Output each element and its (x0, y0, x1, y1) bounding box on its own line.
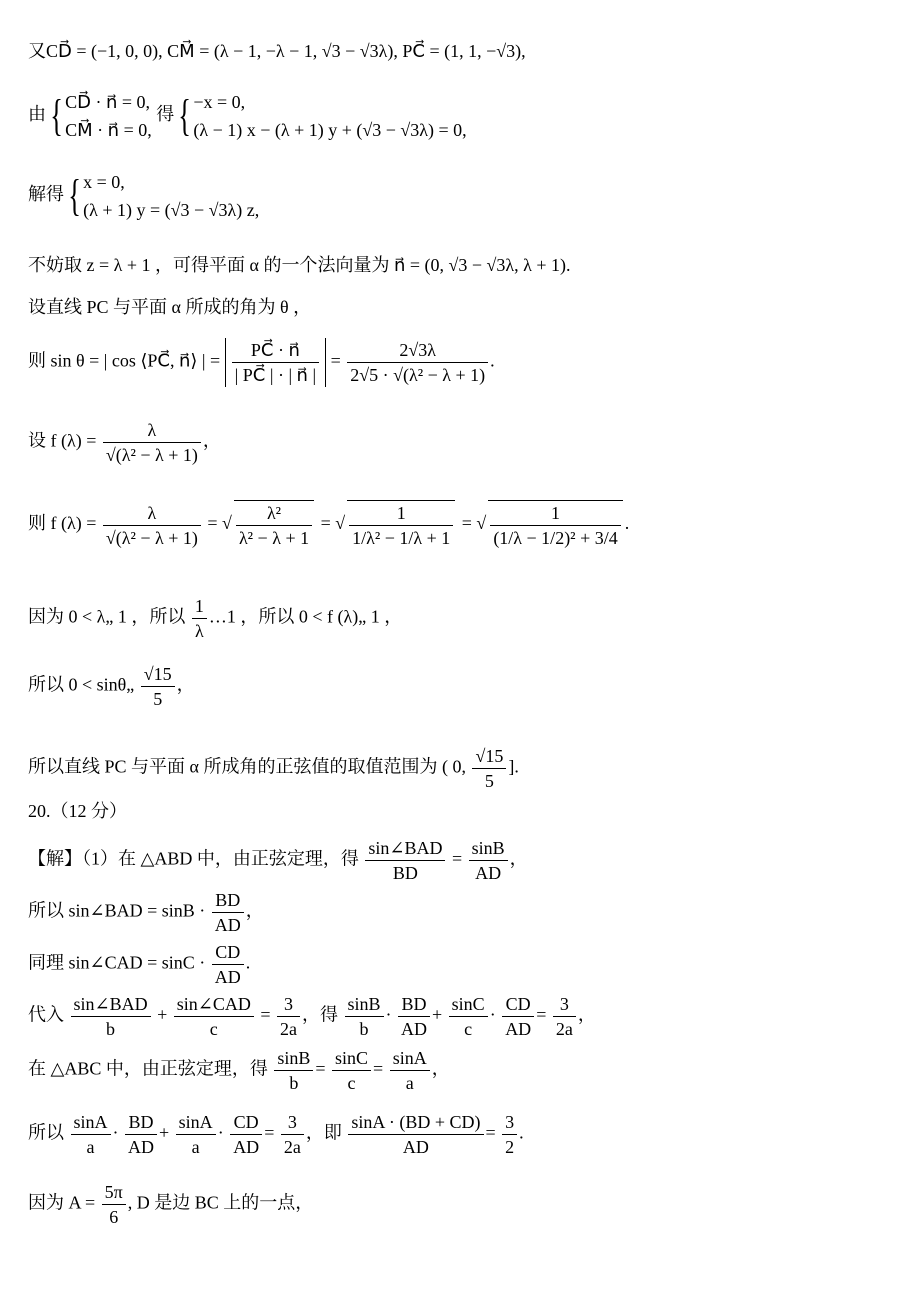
plus: + (432, 1004, 443, 1025)
numerator: 3 (277, 992, 300, 1017)
equation: (λ − 1) x − (λ + 1) y + (√3 − √3λ) = 0, (193, 120, 467, 140)
text: , D 是边 BC 上的一点， (127, 1192, 314, 1213)
fraction (398, 992, 430, 1041)
left-brace: { (50, 91, 63, 140)
fraction (277, 992, 300, 1041)
text-line (28, 338, 495, 387)
text-line (28, 744, 519, 793)
numerator: 3 (502, 1110, 517, 1135)
formula: 则 sin θ = | cos ⟨PC⃗, n⃗⟩ | = (28, 350, 221, 371)
numerator: CD (502, 992, 534, 1017)
equals: = (315, 1058, 326, 1079)
formula: 则 f (λ) = (28, 513, 97, 534)
equation-system (83, 168, 259, 224)
section-heading (28, 800, 127, 822)
text-line (28, 940, 250, 989)
denominator: AD (401, 1019, 428, 1039)
fraction (234, 500, 314, 550)
denominator: a (405, 1073, 414, 1093)
denominator: b (106, 1019, 116, 1039)
fraction (488, 500, 622, 550)
fraction (345, 992, 384, 1041)
equals: = (485, 1122, 496, 1143)
numerator: CD (212, 940, 244, 965)
numerator: sinA (71, 1110, 111, 1135)
equation-system (193, 88, 466, 144)
text-line (28, 992, 596, 1041)
denominator: λ (195, 621, 204, 641)
denominator: b (359, 1019, 369, 1039)
text: 所以 (28, 1122, 64, 1143)
fraction (332, 1046, 371, 1095)
interval-open: ( 0, (441, 756, 466, 777)
numerator: sin∠BAD (71, 992, 151, 1017)
denominator: AD (214, 967, 241, 987)
denominator: 2a (555, 1019, 573, 1039)
text: 同理 sin∠CAD = sinC · (28, 952, 206, 973)
text-line (28, 168, 259, 224)
sqrt-sign: = √ (207, 513, 232, 534)
text-line (28, 40, 526, 62)
denominator: c (209, 1019, 218, 1039)
fraction (141, 662, 175, 711)
denominator: 2 (505, 1137, 515, 1157)
question-number: 20.（12 分） (28, 801, 127, 821)
text: ， (577, 1004, 596, 1025)
fraction (125, 1110, 157, 1159)
text: ， (202, 430, 221, 451)
numerator: 1 (490, 501, 620, 526)
text: 设直线 PC 与平面 α 所成的角为 θ ， (28, 297, 312, 317)
numerator: sin∠BAD (365, 836, 445, 861)
text: 解得 (28, 184, 64, 205)
numerator: λ² (236, 501, 312, 526)
fraction (176, 1110, 216, 1159)
text-line (28, 836, 528, 885)
denominator: c (347, 1073, 356, 1093)
numerator: sinB (274, 1046, 313, 1071)
text: 由 (28, 104, 46, 125)
sqrt-sign: = √ (320, 513, 346, 534)
formula-vectors: 又CD⃗ = (−1, 0, 0), CM⃗ = (λ − 1, −λ − 1, √3 − √3λ), PC⃗ = (1, 1, −√3), (28, 41, 526, 61)
plus: + (157, 1004, 168, 1025)
numerator: BD (212, 888, 244, 913)
denominator: AD (214, 915, 241, 935)
dot: · (217, 1122, 224, 1143)
formula: 设 f (λ) = (28, 430, 97, 451)
equation-system (65, 88, 152, 144)
numerator: 2√3λ (347, 338, 488, 363)
numerator: 1 (349, 501, 453, 526)
text-line (28, 662, 195, 711)
text: ， (431, 1058, 450, 1079)
text: …1 ，所以 0 < f (λ)„ 1 ， (208, 606, 403, 627)
fraction (502, 1110, 517, 1159)
text-line (28, 254, 571, 276)
text-line (28, 1046, 450, 1095)
text: ，即 (305, 1122, 342, 1143)
fraction (230, 1110, 262, 1159)
equation: −x = 0, (193, 92, 246, 112)
text-line (28, 418, 221, 467)
text: 所以 0 < sinθ„ (28, 674, 135, 695)
dot: · (112, 1122, 119, 1143)
fraction (347, 500, 455, 550)
text: ， (245, 900, 264, 921)
left-brace: { (178, 91, 192, 140)
text-line (28, 296, 311, 318)
fraction (502, 992, 534, 1041)
text-line (28, 888, 264, 937)
fraction (469, 836, 508, 885)
numerator: BD (398, 992, 430, 1017)
denominator: 6 (109, 1207, 119, 1227)
sqrt-sign: = √ (461, 513, 487, 534)
equals: = (264, 1122, 275, 1143)
denominator: (1/λ − 1/2)² + 3/4 (493, 528, 618, 548)
fraction (192, 594, 207, 643)
denominator: 5 (153, 689, 163, 709)
equals: = (260, 1004, 271, 1025)
denominator: AD (475, 863, 502, 883)
fraction (102, 1180, 126, 1229)
denominator: b (289, 1073, 299, 1093)
fraction (232, 338, 319, 387)
numerator: λ (103, 418, 201, 443)
denominator: 1/λ² − 1/λ + 1 (352, 528, 451, 548)
equation: CD⃗ · n⃗ = 0, (65, 92, 151, 112)
plus: + (159, 1122, 170, 1143)
absolute-value (225, 338, 326, 387)
fraction (212, 888, 244, 937)
denominator: a (191, 1137, 200, 1157)
text: . (245, 952, 251, 973)
numerator: PC⃗ · n⃗ (232, 338, 319, 363)
text: . (519, 1122, 524, 1143)
equals: = (373, 1058, 384, 1079)
text-line (28, 500, 629, 550)
numerator: 5π (102, 1180, 126, 1205)
numerator: BD (125, 1110, 157, 1135)
fraction (103, 501, 201, 550)
numerator: sinC (332, 1046, 371, 1071)
numerator: sinC (449, 992, 488, 1017)
equation: CM⃗ · n⃗ = 0, (65, 120, 152, 140)
denominator: BD (392, 863, 418, 883)
denominator: AD (128, 1137, 155, 1157)
numerator: sinB (469, 836, 508, 861)
denominator: λ² − λ + 1 (238, 528, 310, 548)
fraction (212, 940, 244, 989)
numerator: sinB (345, 992, 384, 1017)
numerator: √15 (141, 662, 175, 687)
numerator: sin∠CAD (174, 992, 254, 1017)
text: 不妨取 z = λ + 1 ，可得平面 α 的一个法向量为 n⃗ = (0, √3 − √3λ, λ + 1). (28, 255, 571, 275)
text: ，得 (302, 1004, 338, 1025)
equals: = (451, 848, 463, 869)
interval-close: ]. (508, 756, 519, 777)
denominator: 2a (280, 1019, 297, 1039)
text-line (28, 88, 467, 144)
denominator: | PC⃗ | · | n⃗ | (234, 365, 317, 385)
dot: · (385, 1004, 392, 1025)
denominator: AD (505, 1019, 532, 1039)
text: . (624, 513, 630, 534)
text-line (28, 594, 402, 643)
text: 得 (156, 104, 175, 125)
text: 所以直线 PC 与平面 α 所成角的正弦值的取值范围为 (28, 756, 438, 777)
fraction (449, 992, 488, 1041)
equation: (λ + 1) y = (√3 − √3λ) z, (83, 200, 260, 220)
fraction (274, 1046, 313, 1095)
text: 代入 (28, 1004, 64, 1025)
numerator: CD (230, 1110, 262, 1135)
text: 所以 sin∠BAD = sinB · (28, 900, 206, 921)
fraction (348, 1110, 483, 1159)
text: ， (509, 848, 528, 869)
text: 【解】（1）在 △ABD 中，由正弦定理，得 (28, 848, 359, 869)
text: ， (176, 674, 195, 695)
text-line (28, 1110, 524, 1159)
fraction (103, 418, 201, 467)
equals: = (536, 1004, 547, 1025)
numerator: √15 (472, 744, 506, 769)
fraction (347, 338, 488, 387)
text-line (28, 1180, 313, 1229)
fraction (390, 1046, 430, 1095)
numerator: sinA (176, 1110, 216, 1135)
text: 因为 A = (28, 1192, 96, 1213)
equation: x = 0, (83, 172, 125, 192)
numerator: λ (103, 501, 201, 526)
text: . (490, 350, 495, 371)
fraction (365, 836, 445, 885)
text: 在 △ABC 中，由正弦定理，得 (28, 1058, 268, 1079)
fraction (553, 992, 576, 1041)
denominator: √(λ² − λ + 1) (105, 527, 198, 548)
numerator: 1 (192, 594, 207, 619)
numerator: sinA (390, 1046, 430, 1071)
fraction (174, 992, 254, 1041)
equals: = (330, 350, 341, 371)
denominator: c (464, 1019, 473, 1039)
denominator: AD (402, 1137, 429, 1157)
dot: · (489, 1004, 496, 1025)
denominator: √(λ² − λ + 1) (105, 445, 198, 465)
denominator: 2√5 · √(λ² − λ + 1) (350, 365, 486, 385)
numerator: 3 (281, 1110, 304, 1135)
numerator: 3 (553, 992, 576, 1017)
numerator: sinA · (BD + CD) (348, 1110, 483, 1135)
fraction (472, 744, 506, 793)
denominator: AD (233, 1137, 260, 1157)
fraction (281, 1110, 304, 1159)
fraction (71, 1110, 111, 1159)
denominator: 2a (283, 1137, 301, 1157)
denominator: a (86, 1137, 95, 1157)
fraction (71, 992, 151, 1041)
text: 因为 0 < λ„ 1 ，所以 (28, 606, 186, 627)
denominator: 5 (484, 771, 494, 791)
left-brace: { (68, 171, 81, 220)
